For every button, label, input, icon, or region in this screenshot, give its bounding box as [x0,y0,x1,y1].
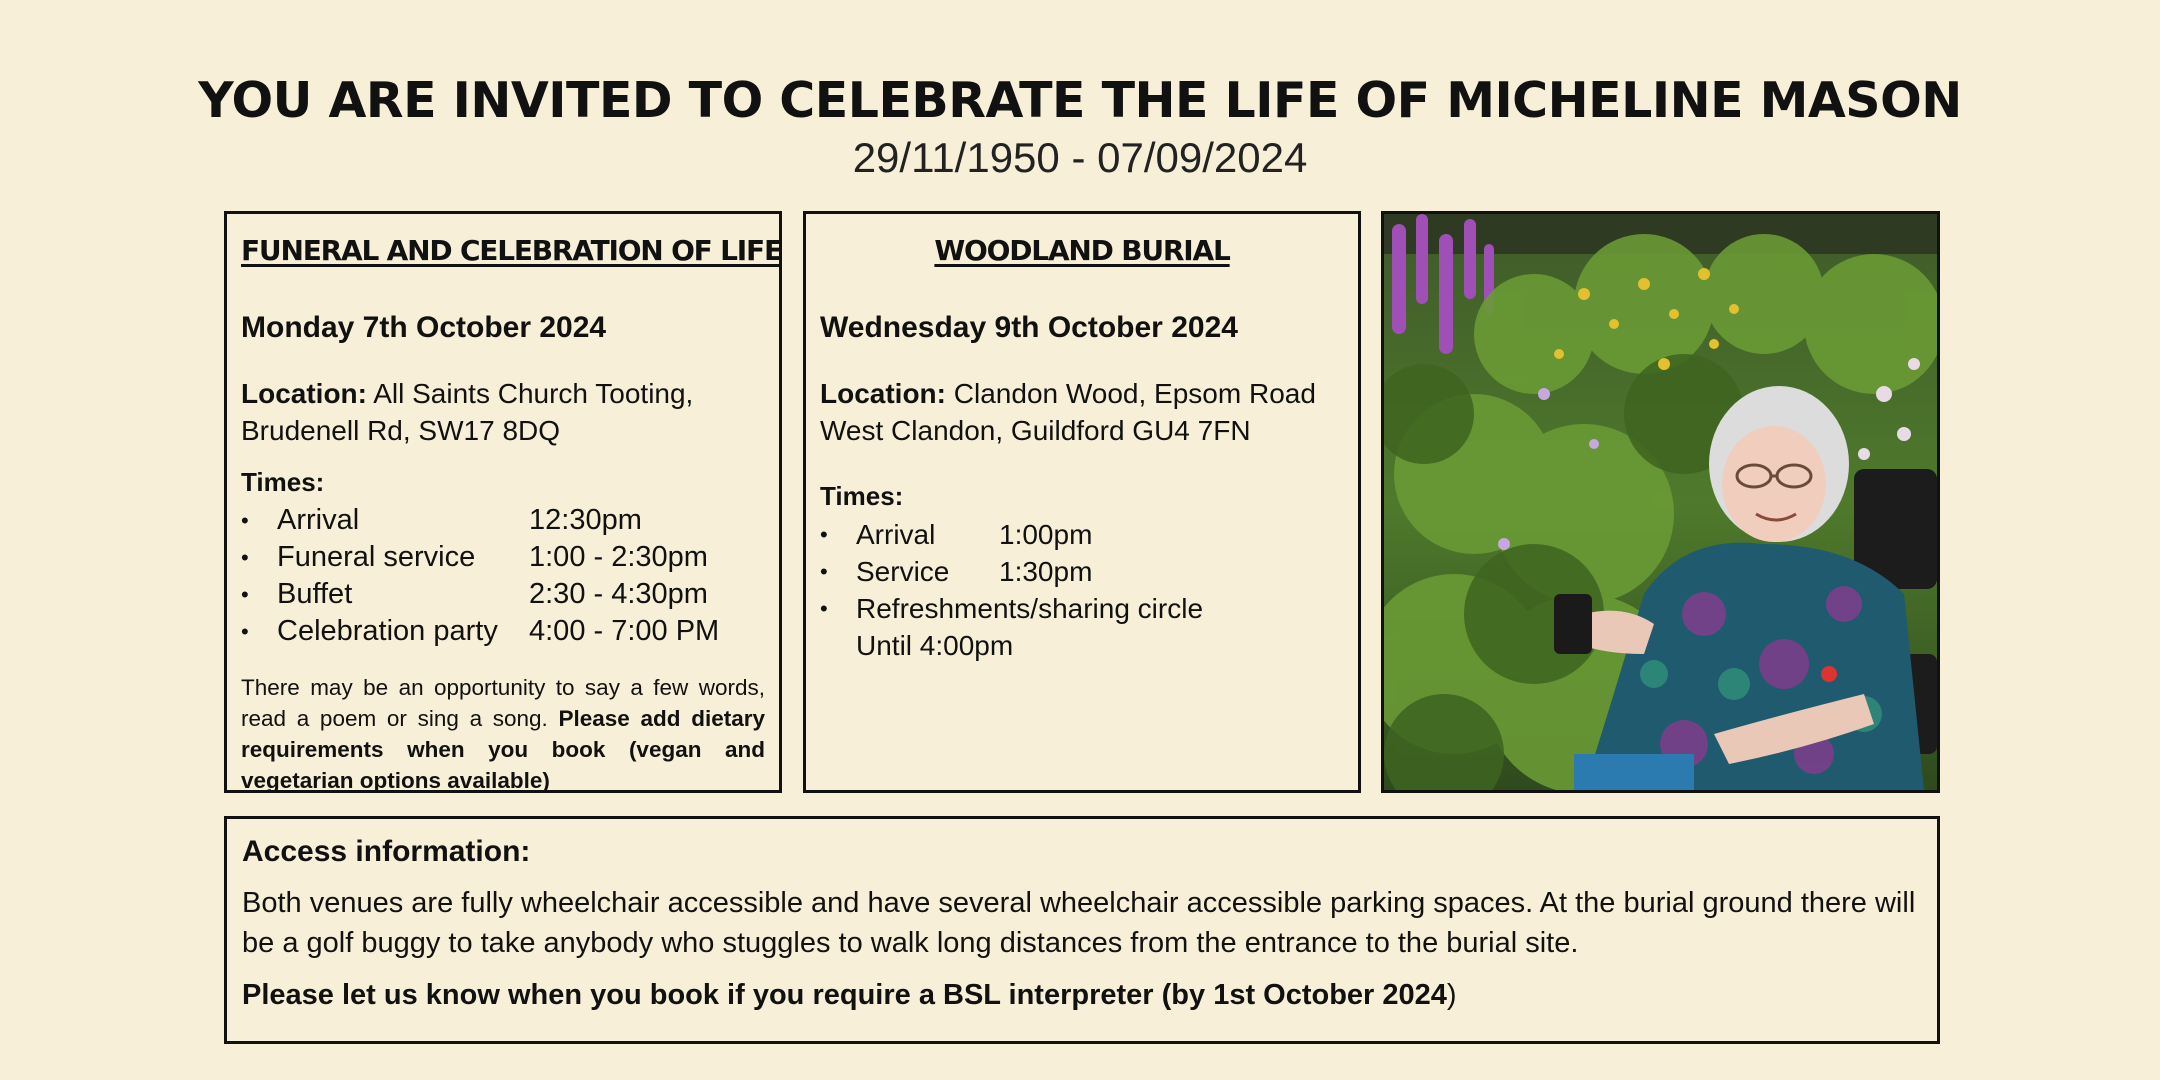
funeral-location [241,375,765,449]
burial-location-line2: West Clandon, Guildford GU4 7FN [820,415,1251,446]
access-info-card [224,816,1940,1044]
funeral-card [224,211,782,793]
time-continuation: Until 4:00pm [856,629,1014,661]
time-name: Service [856,555,950,587]
time-value: 1:30pm [999,555,1093,587]
list-item [820,627,1203,664]
funeral-times-label: Times: [241,467,325,497]
funeral-heading: FUNERAL AND CELEBRATION OF LIFE [241,234,782,267]
burial-location-label: Location: [820,378,946,409]
list-item [820,590,1203,627]
funeral-note-plain: There may be an opportunity to say a few words, read a poem or sing a song. [241,675,765,731]
bullet-icon: • [241,581,249,607]
access-text: Both venues are fully wheelchair accessible and have several wheelchair accessible parking spaces. At the burial ground there will be a golf buggy to take anybody who stuggles to walk long distances from the entrance to the burial site. [242,887,1916,959]
burial-location [820,375,1344,449]
time-value: 1:00 - 2:30pm [529,541,708,573]
time-value: 4:00 - 7:00 PM [529,615,720,647]
time-name: Arrival [856,518,936,550]
access-bsl-bold: Please let us know when you book if you require a BSL interpreter (by 1st October 2024 [242,979,1447,1011]
list-item [820,516,1203,553]
bullet-icon: • [241,544,249,570]
bullet-icon: • [241,507,249,533]
list-item [820,553,1203,590]
funeral-note [241,672,765,796]
funeral-location-line1: All Saints Church Tooting, [367,378,694,409]
time-name: Celebration party [277,615,498,647]
time-value: 1:00pm [999,518,1093,550]
bullet-icon: • [820,521,828,547]
garden-portrait-image [1384,214,1937,790]
bullet-icon: • [820,558,828,584]
time-name: Refreshments/sharing circle [856,592,1204,624]
time-value: 12:30pm [529,504,642,536]
burial-location-line1: Clandon Wood, Epsom Road [946,378,1316,409]
list-item [241,502,719,539]
burial-date: Wednesday 9th October 2024 [820,311,1238,344]
burial-times-label: Times: [820,481,904,511]
burial-card [803,211,1361,793]
burial-times-list [820,516,1203,664]
funeral-location-label: Location: [241,378,367,409]
list-item [241,539,719,576]
list-item [241,576,719,613]
burial-heading: WOODLAND BURIAL [934,234,1230,267]
bullet-icon: • [241,618,249,644]
bullet-icon: • [820,595,828,621]
funeral-times-list [241,502,719,650]
funeral-note-dietary: Please add dietary requirements when you book (vegan and vegetarian options available) [241,706,765,793]
bullet-spacer [820,627,856,664]
access-bsl-note [242,979,1922,1012]
access-bsl-tail: ) [1446,979,1457,1011]
access-heading: Access information: [242,835,531,868]
life-dates: 29/11/1950 - 07/09/2024 [852,134,1308,181]
time-value: 2:30 - 4:30pm [529,578,708,610]
time-name: Buffet [277,578,353,610]
time-name: Funeral service [277,541,476,573]
time-name: Arrival [277,504,360,536]
list-item [241,613,719,650]
portrait-photo [1381,211,1940,793]
funeral-location-line2: Brudenell Rd, SW17 8DQ [241,415,561,446]
page-title: YOU ARE INVITED TO CELEBRATE THE LIFE OF MICHELINE MASON [198,72,1962,129]
funeral-date: Monday 7th October 2024 [241,311,607,344]
